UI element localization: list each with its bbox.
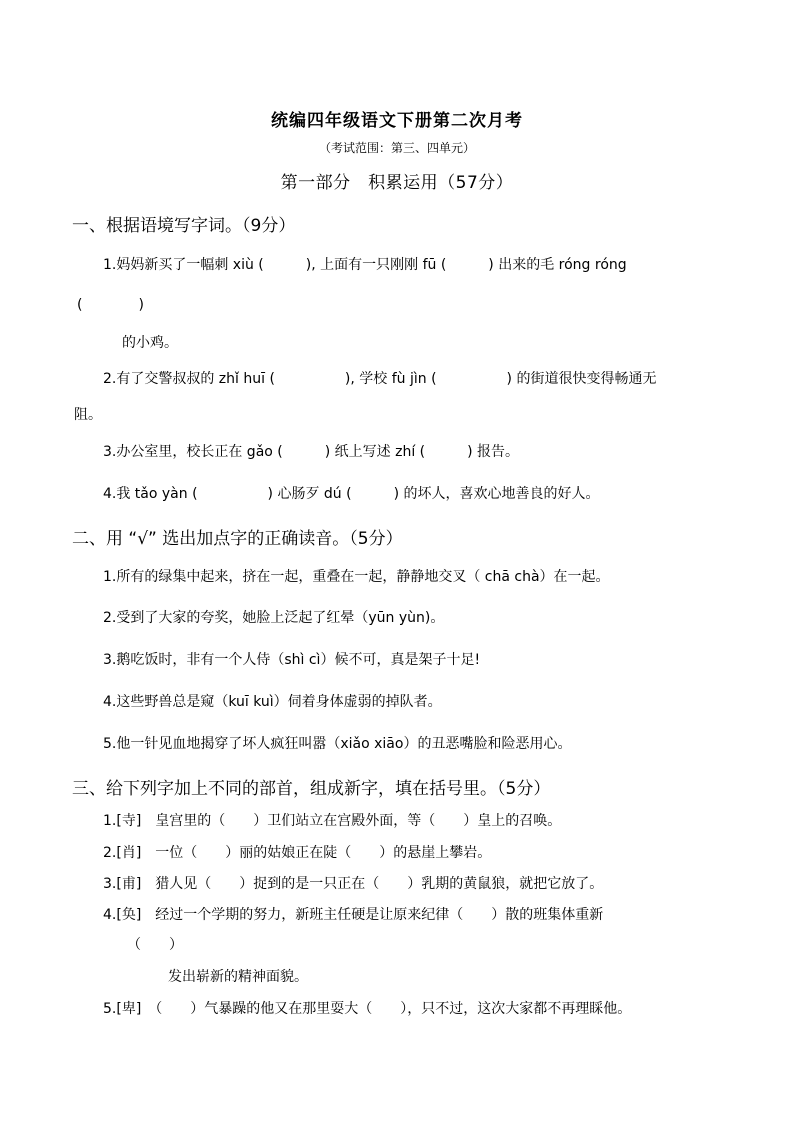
q1-3: 3.办公室里，校长正在 gǎo ( ) 纸上写述 zhí ( ) 报告。 — [103, 444, 520, 460]
q3-4-line-a: 4.[奂] 经过一个学期的努力，新班主任硬是让原来纪律（ ）散的班集体重新 — [103, 907, 604, 923]
q3-4-line-b: （ ） — [127, 937, 183, 953]
q1-1-line-c: 的小鸡。 — [122, 335, 178, 351]
section-2-heading: 二、用 “√” 选出加点字的正确读音。（5分） — [72, 529, 403, 549]
q3-4-line-c: 发出崭新的精神面貌。 — [168, 969, 308, 985]
q1-1-line-a: 1.妈妈新买了一幅刺 xiù ( ), 上面有一只刚刚 fū ( ) 出来的毛 róng róng — [103, 257, 627, 273]
q1-2-line-a: 2.有了交警叔叔的 zhǐ huī ( ), 学校 fù jìn ( ) 的街道很快变得畅通无 — [103, 371, 657, 387]
section-3-heading: 三、给下列字加上不同的部首，组成新字，填在括号里。（5分） — [72, 779, 551, 799]
q3-1: 1.[寺] 皇宫里的（ ）卫们站立在宫殿外面，等（ ）皇上的召唤。 — [103, 813, 562, 829]
q2-4: 4.这些野兽总是窥（kuī kuì）伺着身体虚弱的掉队者。 — [103, 694, 442, 710]
section-1-heading: 一、根据语境写字词。（9分） — [72, 216, 296, 236]
q3-3: 3.[甫] 猎人见（ ）捉到的是一只正在（ ）乳期的黄鼠狼，就把它放了。 — [103, 876, 604, 892]
q1-2-line-b: 阻。 — [74, 407, 102, 423]
q1-1-line-b: ( ) — [77, 297, 144, 313]
exam-title: 统编四年级语文下册第二次月考 — [271, 111, 523, 131]
q2-2: 2.受到了大家的夸奖，她脸上泛起了红晕（yūn yùn)。 — [103, 610, 445, 626]
q2-3: 3.鹅吃饭时，非有一个人侍（shì cì）候不可，真是架子十足! — [103, 652, 481, 668]
exam-scope: （考试范围：第三、四单元） — [318, 141, 475, 155]
q1-4: 4.我 tǎo yàn ( ) 心肠歹 dú ( ) 的坏人，喜欢心地善良的好人。 — [103, 486, 600, 502]
q2-5: 5.他一针见血地揭穿了坏人疯狂叫嚣（xiǎo xiāo）的丑恶嘴脸和险恶用心。 — [103, 736, 572, 752]
q2-1: 1.所有的绿集中起来，挤在一起，重叠在一起，静静地交叉（ chā chà）在一起。 — [103, 569, 610, 585]
q3-5: 5.[卑] （ ）气暴躁的他又在那里耍大（ ），只不过，这次大家都不再理睬他。 — [103, 1001, 632, 1017]
q3-2: 2.[肖] 一位（ ）丽的姑娘正在陡（ ）的悬崖上攀岩。 — [103, 845, 492, 861]
part-one-heading: 第一部分 积累运用（57分） — [280, 173, 514, 193]
